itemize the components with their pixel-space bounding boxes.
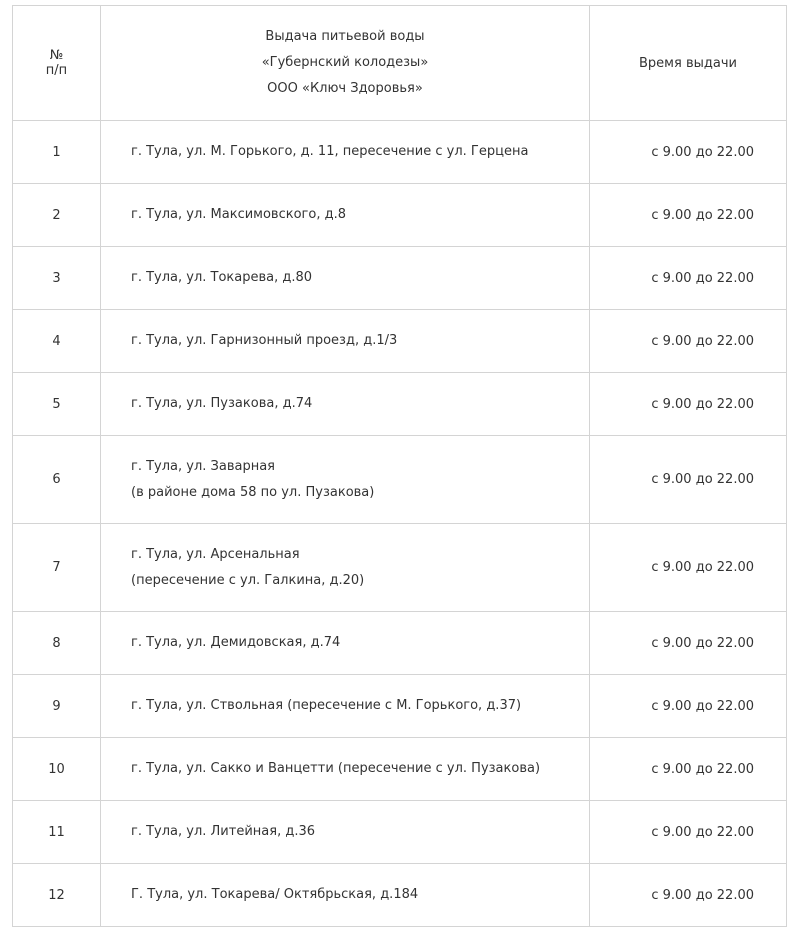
table-row bbox=[13, 801, 787, 864]
header-time: Время выдачи bbox=[590, 6, 787, 121]
row-time: с 9.00 до 22.00 bbox=[590, 373, 787, 436]
row-number: 3 bbox=[13, 247, 101, 310]
row-time: с 9.00 до 22.00 bbox=[590, 801, 787, 864]
row-time: с 9.00 до 22.00 bbox=[590, 310, 787, 373]
row-address-line-1: Г. Тула, ул. Токарева/ Октябрьская, д.184 bbox=[131, 887, 419, 902]
row-address bbox=[101, 310, 590, 373]
table-row bbox=[13, 436, 787, 524]
row-address-line-1: г. Тула, ул. Максимовского, д.8 bbox=[131, 207, 346, 222]
row-address-line-2: (в районе дома 58 по ул. Пузакова) bbox=[131, 484, 375, 500]
header-number-abbr: п/п bbox=[45, 63, 68, 78]
row-address-line-1: г. Тула, ул. Заварная bbox=[131, 458, 276, 474]
row-address bbox=[101, 436, 590, 524]
row-address bbox=[101, 524, 590, 612]
row-number: 4 bbox=[13, 310, 101, 373]
row-time: с 9.00 до 22.00 bbox=[590, 184, 787, 247]
row-number: 11 bbox=[13, 801, 101, 864]
row-time: с 9.00 до 22.00 bbox=[590, 436, 787, 524]
row-address-line-1: г. Тула, ул. М. Горького, д. 11, пересечение с ул. Герцена bbox=[131, 144, 529, 159]
row-address-line-1: г. Тула, ул. Демидовская, д.74 bbox=[131, 635, 341, 650]
row-number: 7 bbox=[13, 524, 101, 612]
table-row bbox=[13, 310, 787, 373]
row-address bbox=[101, 801, 590, 864]
row-number: 10 bbox=[13, 738, 101, 801]
row-time: с 9.00 до 22.00 bbox=[590, 524, 787, 612]
row-address-line-1: г. Тула, ул. Литейная, д.36 bbox=[131, 824, 315, 839]
table-row bbox=[13, 184, 787, 247]
row-address bbox=[101, 675, 590, 738]
row-address-line-1: г. Тула, ул. Пузакова, д.74 bbox=[131, 396, 313, 411]
table-row bbox=[13, 373, 787, 436]
row-number: 1 bbox=[13, 121, 101, 184]
row-address-line-1: г. Тула, ул. Гарнизонный проезд, д.1/3 bbox=[131, 333, 398, 348]
row-address bbox=[101, 864, 590, 927]
row-address-line-2: (пересечение с ул. Галкина, д.20) bbox=[131, 572, 365, 588]
row-time: с 9.00 до 22.00 bbox=[590, 612, 787, 675]
row-time: с 9.00 до 22.00 bbox=[590, 121, 787, 184]
row-time: с 9.00 до 22.00 bbox=[590, 247, 787, 310]
table-row bbox=[13, 612, 787, 675]
row-number: 9 bbox=[13, 675, 101, 738]
header-number bbox=[13, 6, 101, 121]
header-title-line-3: ООО «Ключ Здоровья» bbox=[267, 81, 423, 96]
table-row bbox=[13, 738, 787, 801]
row-number: 6 bbox=[13, 436, 101, 524]
row-address bbox=[101, 121, 590, 184]
row-number: 2 bbox=[13, 184, 101, 247]
header-title-line-2: «Губернский колодезы» bbox=[261, 55, 429, 70]
row-address bbox=[101, 373, 590, 436]
table-row bbox=[13, 864, 787, 927]
row-time: с 9.00 до 22.00 bbox=[590, 738, 787, 801]
row-address-line-1: г. Тула, ул. Токарева, д.80 bbox=[131, 270, 313, 285]
row-address bbox=[101, 247, 590, 310]
water-distribution-table bbox=[12, 5, 787, 927]
row-number: 5 bbox=[13, 373, 101, 436]
row-address-line-1: г. Тула, ул. Ствольная (пересечение с М. Горького, д.37) bbox=[131, 698, 522, 713]
table-row bbox=[13, 675, 787, 738]
row-number: 8 bbox=[13, 612, 101, 675]
water-distribution-table-container bbox=[12, 5, 786, 927]
header-title-line-1: Выдача питьевой воды bbox=[265, 29, 425, 44]
row-number: 12 bbox=[13, 864, 101, 927]
table-row bbox=[13, 524, 787, 612]
row-address-line-1: г. Тула, ул. Арсенальная bbox=[131, 546, 300, 562]
table-row bbox=[13, 121, 787, 184]
row-address bbox=[101, 612, 590, 675]
table-header-row bbox=[13, 6, 787, 121]
header-number-symbol: № bbox=[49, 48, 64, 63]
header-title bbox=[101, 6, 590, 121]
row-time: с 9.00 до 22.00 bbox=[590, 864, 787, 927]
row-address bbox=[101, 184, 590, 247]
row-time: с 9.00 до 22.00 bbox=[590, 675, 787, 738]
row-address-line-1: г. Тула, ул. Сакко и Ванцетти (пересечение с ул. Пузакова) bbox=[131, 761, 541, 776]
table-row bbox=[13, 247, 787, 310]
row-address bbox=[101, 738, 590, 801]
